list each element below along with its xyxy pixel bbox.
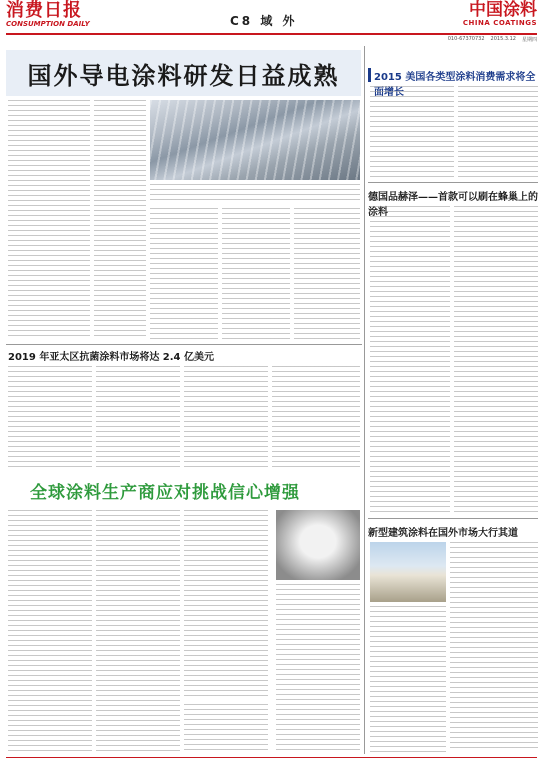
roof-photo	[150, 100, 360, 180]
article2-col-1	[370, 206, 450, 514]
main-article-col-4	[222, 208, 290, 340]
mid-article-col-4	[272, 366, 360, 470]
right-divider-1	[368, 182, 538, 183]
right-divider-2	[368, 518, 538, 519]
mid-article-col-2	[96, 366, 180, 470]
box-article-col-2	[458, 86, 538, 178]
article3-title: 新型建筑涂料在国外市场大行其道	[368, 528, 518, 539]
paper-name: 消费日报	[6, 0, 82, 21]
article2-title: 德国品赫泽——首款可以刷在蜂巢上的涂料	[368, 192, 538, 218]
main-article-col-5	[294, 208, 360, 340]
info-date: 2015.3.12	[490, 36, 516, 42]
masthead-logo	[6, 2, 96, 32]
bottom-article-col-3b	[184, 704, 268, 754]
bottom-article-col-3	[184, 510, 268, 700]
photo-caption	[150, 184, 360, 204]
middle-headline: 2019 年亚太区抗菌涂料市场将达 2.4 亿美元	[8, 352, 214, 363]
article2-title-wrap	[368, 188, 538, 218]
column-divider	[364, 46, 365, 754]
box-article-title: 2015 美国各类型涂料消费需求将全面增长	[374, 72, 536, 98]
article3-col-2	[450, 542, 538, 752]
mid-article-col-1	[8, 366, 92, 470]
box-article-title-bar	[368, 68, 538, 98]
article2-col-2	[454, 206, 538, 514]
brand-name: 中国涂料	[469, 0, 537, 20]
main-article-col-3	[150, 208, 218, 340]
big-headline: 全球涂料生产商应对挑战信心增强	[30, 483, 300, 503]
info-bar	[6, 33, 537, 41]
main-headline: 国外导电涂料研发日益成熟	[6, 50, 361, 96]
main-article-col-1	[8, 100, 90, 340]
bottom-article-col-2	[96, 510, 180, 754]
article3-col-1	[370, 606, 446, 752]
bottom-article-col-1	[8, 510, 92, 754]
brand-name-en: CHINA COATINGS	[462, 19, 537, 27]
footer-rule	[6, 757, 537, 758]
main-article-col-2	[94, 100, 146, 340]
info-phone: 010-67370732	[447, 36, 485, 42]
article3-title-wrap	[368, 524, 538, 538]
paper-name-en: CONSUMPTION DAILY	[6, 20, 90, 28]
mid-article-col-3	[184, 366, 268, 470]
middle-divider	[6, 344, 362, 345]
tank-photo	[276, 510, 360, 580]
brand-logo	[463, 2, 537, 27]
middle-headline-wrap	[8, 348, 308, 362]
bottom-article-col-4	[276, 584, 360, 754]
box-article-col-1	[370, 86, 454, 178]
section-label: C8 域 外	[230, 14, 298, 28]
info-weekday: 星期四	[521, 37, 537, 43]
big-headline-wrap	[30, 478, 350, 504]
house-photo	[370, 542, 446, 602]
